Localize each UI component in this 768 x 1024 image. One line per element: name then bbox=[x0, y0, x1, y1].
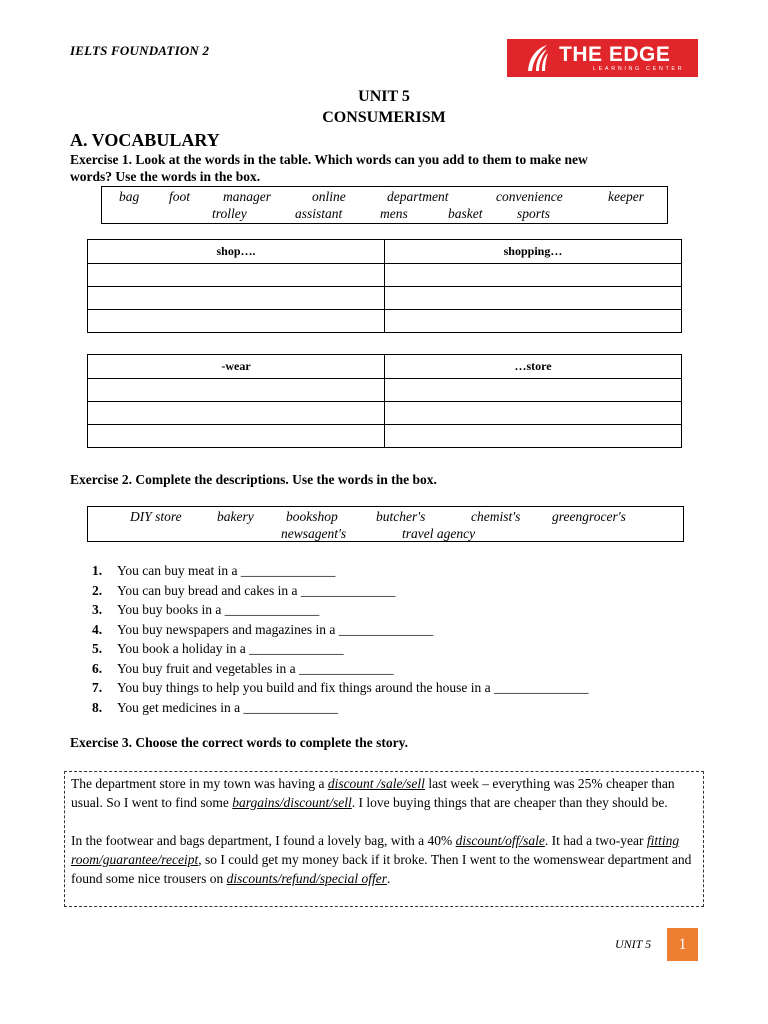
list-item: 5. You book a holiday in a ______________ bbox=[92, 641, 344, 656]
table-header: shopping… bbox=[385, 240, 682, 264]
word-box-item: department bbox=[387, 189, 449, 204]
word-box-item: manager bbox=[223, 189, 271, 204]
answer-cell[interactable] bbox=[88, 310, 385, 333]
answer-cell[interactable] bbox=[88, 425, 385, 448]
answer-cell[interactable] bbox=[385, 402, 682, 425]
unit-title: UNIT 5 bbox=[358, 88, 410, 105]
answer-cell[interactable] bbox=[385, 287, 682, 310]
word-box-item: newsagent's bbox=[281, 526, 347, 541]
answer-cell[interactable] bbox=[385, 379, 682, 402]
list-item: 4. You buy newspapers and magazines in a ______________ bbox=[92, 621, 434, 637]
word-box-item: trolley bbox=[212, 206, 247, 221]
list-item: 3. You buy books in a ______________ bbox=[92, 602, 320, 617]
the-edge-logo bbox=[507, 39, 698, 77]
word-choice[interactable]: bargains/discount/sell bbox=[232, 795, 352, 810]
page-number: 1 bbox=[667, 928, 698, 961]
word-box-item: assistant bbox=[295, 206, 343, 221]
list-item: 6. You buy fruit and vegetables in a ______________ bbox=[92, 660, 394, 676]
word-choice[interactable]: discounts/refund/special offer bbox=[226, 871, 387, 886]
section-heading: A. VOCABULARY bbox=[70, 130, 220, 150]
list-item: 8. You get medicines in a ______________ bbox=[92, 699, 338, 715]
word-box-item: sports bbox=[517, 206, 551, 221]
word-box-item: basket bbox=[448, 206, 483, 221]
exercise1-instruction: Exercise 1. Look at the words in the table. Which words can you add to them to make new words? Use the words in the box. bbox=[70, 152, 588, 184]
course-title: IELTS FOUNDATION 2 bbox=[70, 43, 210, 58]
story-box bbox=[64, 771, 704, 907]
answer-cell[interactable] bbox=[88, 264, 385, 287]
exercise2-instruction: Exercise 2. Complete the descriptions. Use the words in the box. bbox=[70, 472, 437, 487]
table-header: shop…. bbox=[88, 240, 385, 264]
word-choice[interactable]: fitting room/guarantee/receipt bbox=[71, 833, 680, 867]
footer-unit: UNIT 5 bbox=[615, 937, 652, 951]
shop-shopping-table bbox=[87, 239, 682, 333]
logo-sub-text: LEARNING CENTER bbox=[593, 65, 685, 72]
word-box-item: greengrocer's bbox=[552, 509, 626, 524]
word-box-item: bag bbox=[119, 189, 140, 204]
answer-cell[interactable] bbox=[385, 310, 682, 333]
answer-cell[interactable] bbox=[88, 287, 385, 310]
exercise3-instruction: Exercise 3. Choose the correct words to complete the story. bbox=[70, 735, 409, 750]
word-box-item: chemist's bbox=[471, 509, 521, 524]
word-choice[interactable]: discount /sale/sell bbox=[327, 776, 425, 791]
word-box-item: foot bbox=[169, 189, 191, 204]
answer-cell[interactable] bbox=[88, 402, 385, 425]
table-header: …store bbox=[385, 355, 682, 379]
word-box-item: bakery bbox=[217, 509, 254, 524]
word-box-item: butcher's bbox=[376, 509, 426, 524]
word-box-item: keeper bbox=[608, 189, 644, 204]
list-item: 1. You can buy meat in a ______________ bbox=[92, 563, 336, 578]
word-box-item: DIY store bbox=[130, 509, 182, 524]
exercise2-list bbox=[92, 561, 589, 717]
story-paragraph-2: In the footwear and bags department, I found a lovely bag, with a 40% discount/off/sale. It had a two-year fitting room/guarantee/receipt, so I could get my money back if it broke. Then I went to the womenswear department and found some nice trousers on discounts/refund/special offer. bbox=[71, 833, 692, 886]
wear-store-table bbox=[87, 354, 682, 448]
word-box-item: bookshop bbox=[286, 509, 338, 524]
word-choice[interactable]: discount/off/sale bbox=[455, 833, 545, 848]
list-item: 2. You can buy bread and cakes in a ______________ bbox=[92, 582, 396, 598]
sail-logo-icon bbox=[525, 43, 551, 73]
story-paragraph-1: The department store in my town was having a discount /sale/sell last week – everything was 25% cheaper than usual. So I went to find some bargains/discount/sell. I love buying things that are cheaper than they should be. bbox=[71, 776, 675, 810]
logo-main-text: THE EDGE bbox=[559, 42, 671, 66]
word-box-item: mens bbox=[380, 206, 408, 221]
topic-title: CONSUMERISM bbox=[322, 109, 446, 126]
answer-cell[interactable] bbox=[88, 379, 385, 402]
list-item: 7. You buy things to help you build and fix things around the house in a ______________ bbox=[92, 680, 589, 695]
word-box-item: convenience bbox=[496, 189, 563, 204]
word-box-item: travel agency bbox=[402, 526, 476, 541]
exercise1-word-box bbox=[101, 186, 668, 224]
exercise2-word-box bbox=[87, 506, 684, 542]
table-header: -wear bbox=[88, 355, 385, 379]
answer-cell[interactable] bbox=[385, 264, 682, 287]
answer-cell[interactable] bbox=[385, 425, 682, 448]
word-box-item: online bbox=[312, 189, 346, 204]
